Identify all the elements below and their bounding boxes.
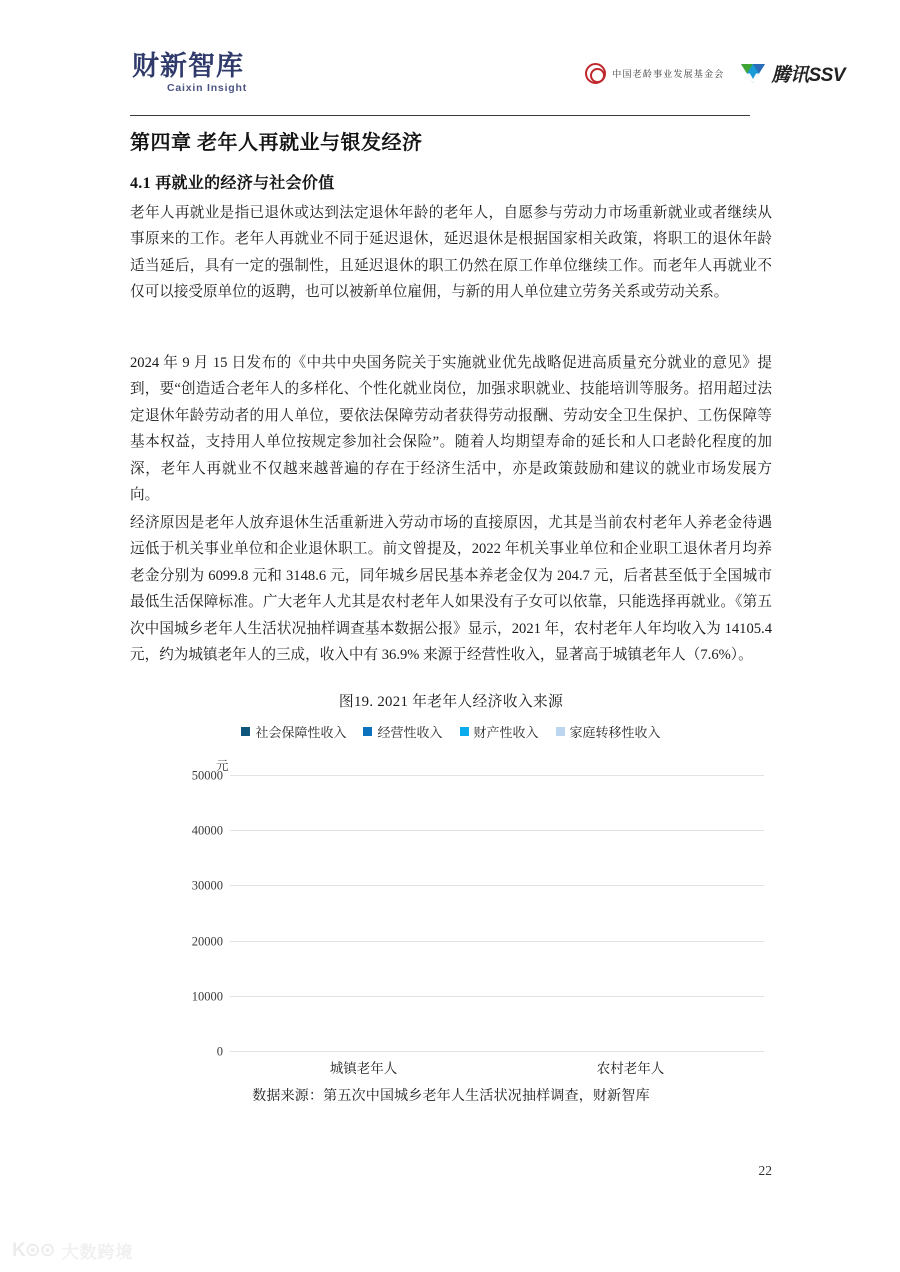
watermark [12, 1238, 134, 1263]
tencent-ssv-label: 腾讯SSV [771, 65, 845, 86]
x-axis-labels [230, 1057, 764, 1077]
legend-label: 家庭转移性收入 [569, 725, 661, 740]
gridline [216, 1044, 764, 1059]
header-divider [130, 115, 750, 116]
chart-bars [230, 775, 764, 1051]
bar-group [297, 775, 431, 1051]
legend-label: 经营性收入 [377, 725, 443, 740]
legend-swatch-icon [241, 727, 250, 736]
y-axis-tick-label: 50000 [191, 768, 223, 783]
y-axis-unit-label: 元 [216, 759, 229, 773]
legend-label: 社会保障性收入 [255, 725, 347, 740]
legend-item [556, 722, 661, 741]
stacked-bar-chart [130, 757, 772, 1077]
caixin-logo-en: Caixin Insight [166, 82, 248, 95]
figure-19 [130, 690, 772, 1105]
legend-swatch-icon [460, 727, 469, 736]
chapter-title: 第四章 老年人再就业与银发经济 [130, 132, 423, 154]
figure-title: 图19. 2021 年老年人经济收入来源 [338, 694, 564, 710]
china-aging-fund-label: 中国老龄事业发展基金会 [612, 69, 725, 79]
watermark-label: 大数跨境 [61, 1243, 134, 1262]
tencent-triangle-icon [740, 63, 766, 84]
legend-label: 财产性收入 [473, 725, 539, 740]
body-paragraph-3: 经济原因是老年人放弃退休生活重新进入劳动市场的直接原因，尤其是当前农村老年人养老金待遇远低于机关事业单位和企业退休职工。前文曾提及，2022 年机关事业单位和企业职工退休者月均养老金分别为 6099.8 元和 3148.6 元，同年城乡居民基本养老金仅为 204.7 元，后者甚至低于全国城市最低生活保障标准。广大老年人尤其是农村老年人如果没有子女可以依靠，只能选择再就业。《第五次中国城乡老年人生活状况抽样调查基本数据公报》显示，2021 年，农村老年人年均收入为 14105.4 元，约为城镇老年人的三成，收入中有 36.9% 来源于经营性收入，显著高于城镇老年人（7.6%）。 [130, 515, 772, 664]
page-header [130, 50, 845, 112]
chart-legend [130, 722, 772, 741]
x-axis-label: 农村老年人 [596, 1061, 665, 1076]
body-paragraph-2: 2024 年 9 月 15 日发布的《中共中央国务院关于实施就业优先战略促进高质量充分就业的意见》提到，要“创造适合老年人的多样化、个性化就业岗位，加强求职就业、技能培训等服务。招用超过法定退休年龄劳动者的用人单位，要依法保障劳动者获得劳动报酬、劳动安全卫生保护、工伤保障等基本权益，支持用人单位按规定参加社会保险”。随着人均期望寿命的延长和人口老龄化程度的加深，老年人再就业不仅越来越普遍的存在于经济生活中，亦是政策鼓励和建议的就业市场发展方向。 [130, 355, 772, 504]
seal-icon [585, 63, 606, 84]
y-axis-tick-label: 0 [216, 1044, 223, 1059]
y-axis-tick-label: 20000 [191, 934, 223, 949]
china-aging-fund-logo [585, 63, 724, 84]
bar-group [564, 775, 698, 1051]
chart-plot-area [191, 768, 764, 1059]
y-axis-tick-label: 10000 [191, 989, 223, 1004]
partner-logos [585, 60, 845, 87]
page-number: 22 [758, 1163, 772, 1178]
y-axis-tick-label: 40000 [191, 823, 223, 838]
caixin-logo-cn: 财新智库 [132, 51, 244, 81]
legend-item [460, 722, 539, 741]
figure-source-note: 数据来源：第五次中国城乡老年人生活状况抽样调查，财新智库 [252, 1089, 650, 1104]
body-paragraph-1: 老年人再就业是指已退休或达到法定退休年龄的老年人，自愿参与劳动力市场重新就业或者继续从事原来的工作。老年人再就业不同于延迟退休，延迟退休是根据国家相关政策，将职工的退休年龄适当延后，具有一定的强制性，且延迟退休的职工仍然在原工作单位继续工作。而老年人再就业不仅可以接受原单位的返聘，也可以被新单位雇佣，与新的用人单位建立劳务关系或劳动关系。 [130, 205, 772, 301]
tencent-ssv-logo [740, 60, 845, 87]
section-title: 4.1 再就业的经济与社会价值 [130, 175, 335, 192]
legend-swatch-icon [363, 727, 372, 736]
legend-item [241, 722, 346, 741]
x-axis-label: 城镇老年人 [329, 1061, 398, 1076]
watermark-mark-icon: K⊙⊙ [12, 1240, 55, 1261]
caixin-insight-logo [132, 52, 282, 94]
legend-item [363, 722, 442, 741]
legend-swatch-icon [556, 727, 565, 736]
y-axis-tick-label: 30000 [191, 878, 223, 893]
